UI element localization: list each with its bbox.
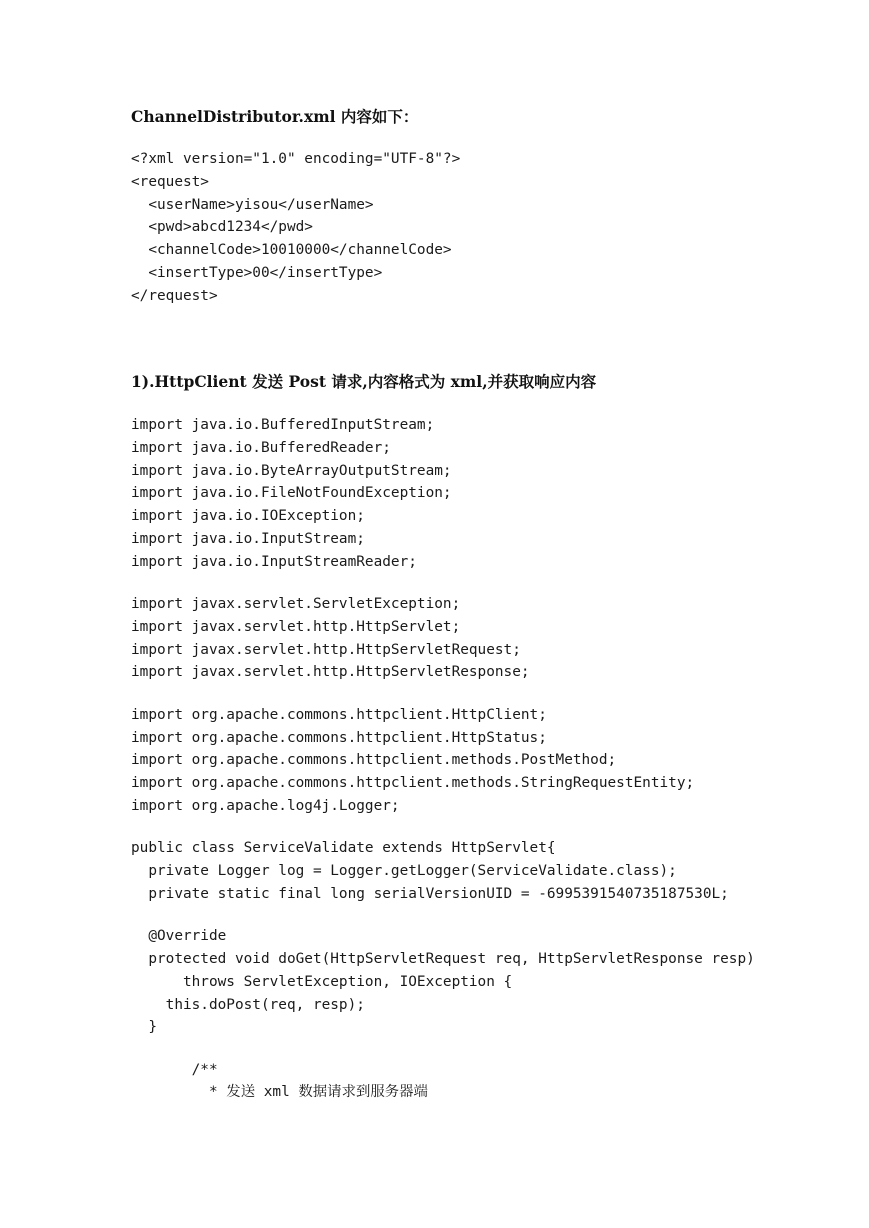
code-line: <request> xyxy=(131,173,209,190)
code-line: protected void doGet(HttpServletRequest req, HttpServletResponse resp) xyxy=(131,950,755,967)
code-line: import java.io.InputStreamReader; xyxy=(131,553,417,570)
code-line: </request> xyxy=(131,287,218,304)
code-line: * 发送 xml 数据请求到服务器端 xyxy=(131,1084,428,1101)
code-line: import javax.servlet.http.HttpServletRequest; xyxy=(131,641,521,658)
code-line: import org.apache.commons.httpclient.methods.StringRequestEntity; xyxy=(131,775,695,792)
blank-line xyxy=(131,1039,755,1059)
code-line: import java.io.ByteArrayOutputStream; xyxy=(131,462,452,479)
code-line: import javax.servlet.ServletException; xyxy=(131,596,461,613)
code-line: import java.io.InputStream; xyxy=(131,530,365,547)
code-line: @Override xyxy=(131,928,227,945)
blank-line xyxy=(131,574,755,594)
blank-line xyxy=(131,906,755,926)
code-line: import java.io.BufferedReader; xyxy=(131,439,391,456)
blank-line xyxy=(131,818,755,838)
code-line: this.doPost(req, resp); xyxy=(131,996,365,1013)
code-line: import java.io.BufferedInputStream; xyxy=(131,417,435,433)
code-line: <pwd>abcd1234</pwd> xyxy=(131,219,313,236)
code-line: import javax.servlet.http.HttpServletResponse; xyxy=(131,664,530,681)
java-code-block xyxy=(131,414,755,1104)
xml-content-heading: ChannelDistributor.xml 内容如下： xyxy=(131,107,419,126)
code-line: import org.apache.commons.httpclient.methods.PostMethod; xyxy=(131,752,617,769)
code-line: <userName>yisou</userName> xyxy=(131,196,374,213)
code-line: <channelCode>10010000</channelCode> xyxy=(131,242,452,259)
code-line: import java.io.FileNotFoundException; xyxy=(131,485,452,502)
code-line: import org.apache.log4j.Logger; xyxy=(131,797,400,814)
code-line: import org.apache.commons.httpclient.HttpStatus; xyxy=(131,729,547,746)
code-line: throws ServletException, IOException { xyxy=(131,973,513,990)
code-line: import java.io.IOException; xyxy=(131,508,365,525)
code-line: private static final long serialVersionUID = -6995391540735187530L; xyxy=(131,885,729,902)
code-line: import javax.servlet.http.HttpServlet; xyxy=(131,618,461,635)
blank-line xyxy=(131,684,755,704)
code-line: <?xml version="1.0" encoding="UTF-8"?> xyxy=(131,151,461,167)
code-line: /** xyxy=(131,1061,218,1078)
xml-code-block xyxy=(131,148,460,308)
code-line: import org.apache.commons.httpclient.HttpClient; xyxy=(131,706,547,723)
code-line: } xyxy=(131,1019,157,1036)
code-line: public class ServiceValidate extends HttpServlet{ xyxy=(131,840,556,857)
code-line: <insertType>00</insertType> xyxy=(131,264,383,281)
code-line: private Logger log = Logger.getLogger(ServiceValidate.class); xyxy=(131,863,677,880)
httpclient-post-heading: 1).HttpClient 发送 Post 请求,内容格式为 xml,并获取响应内容 xyxy=(131,372,597,391)
